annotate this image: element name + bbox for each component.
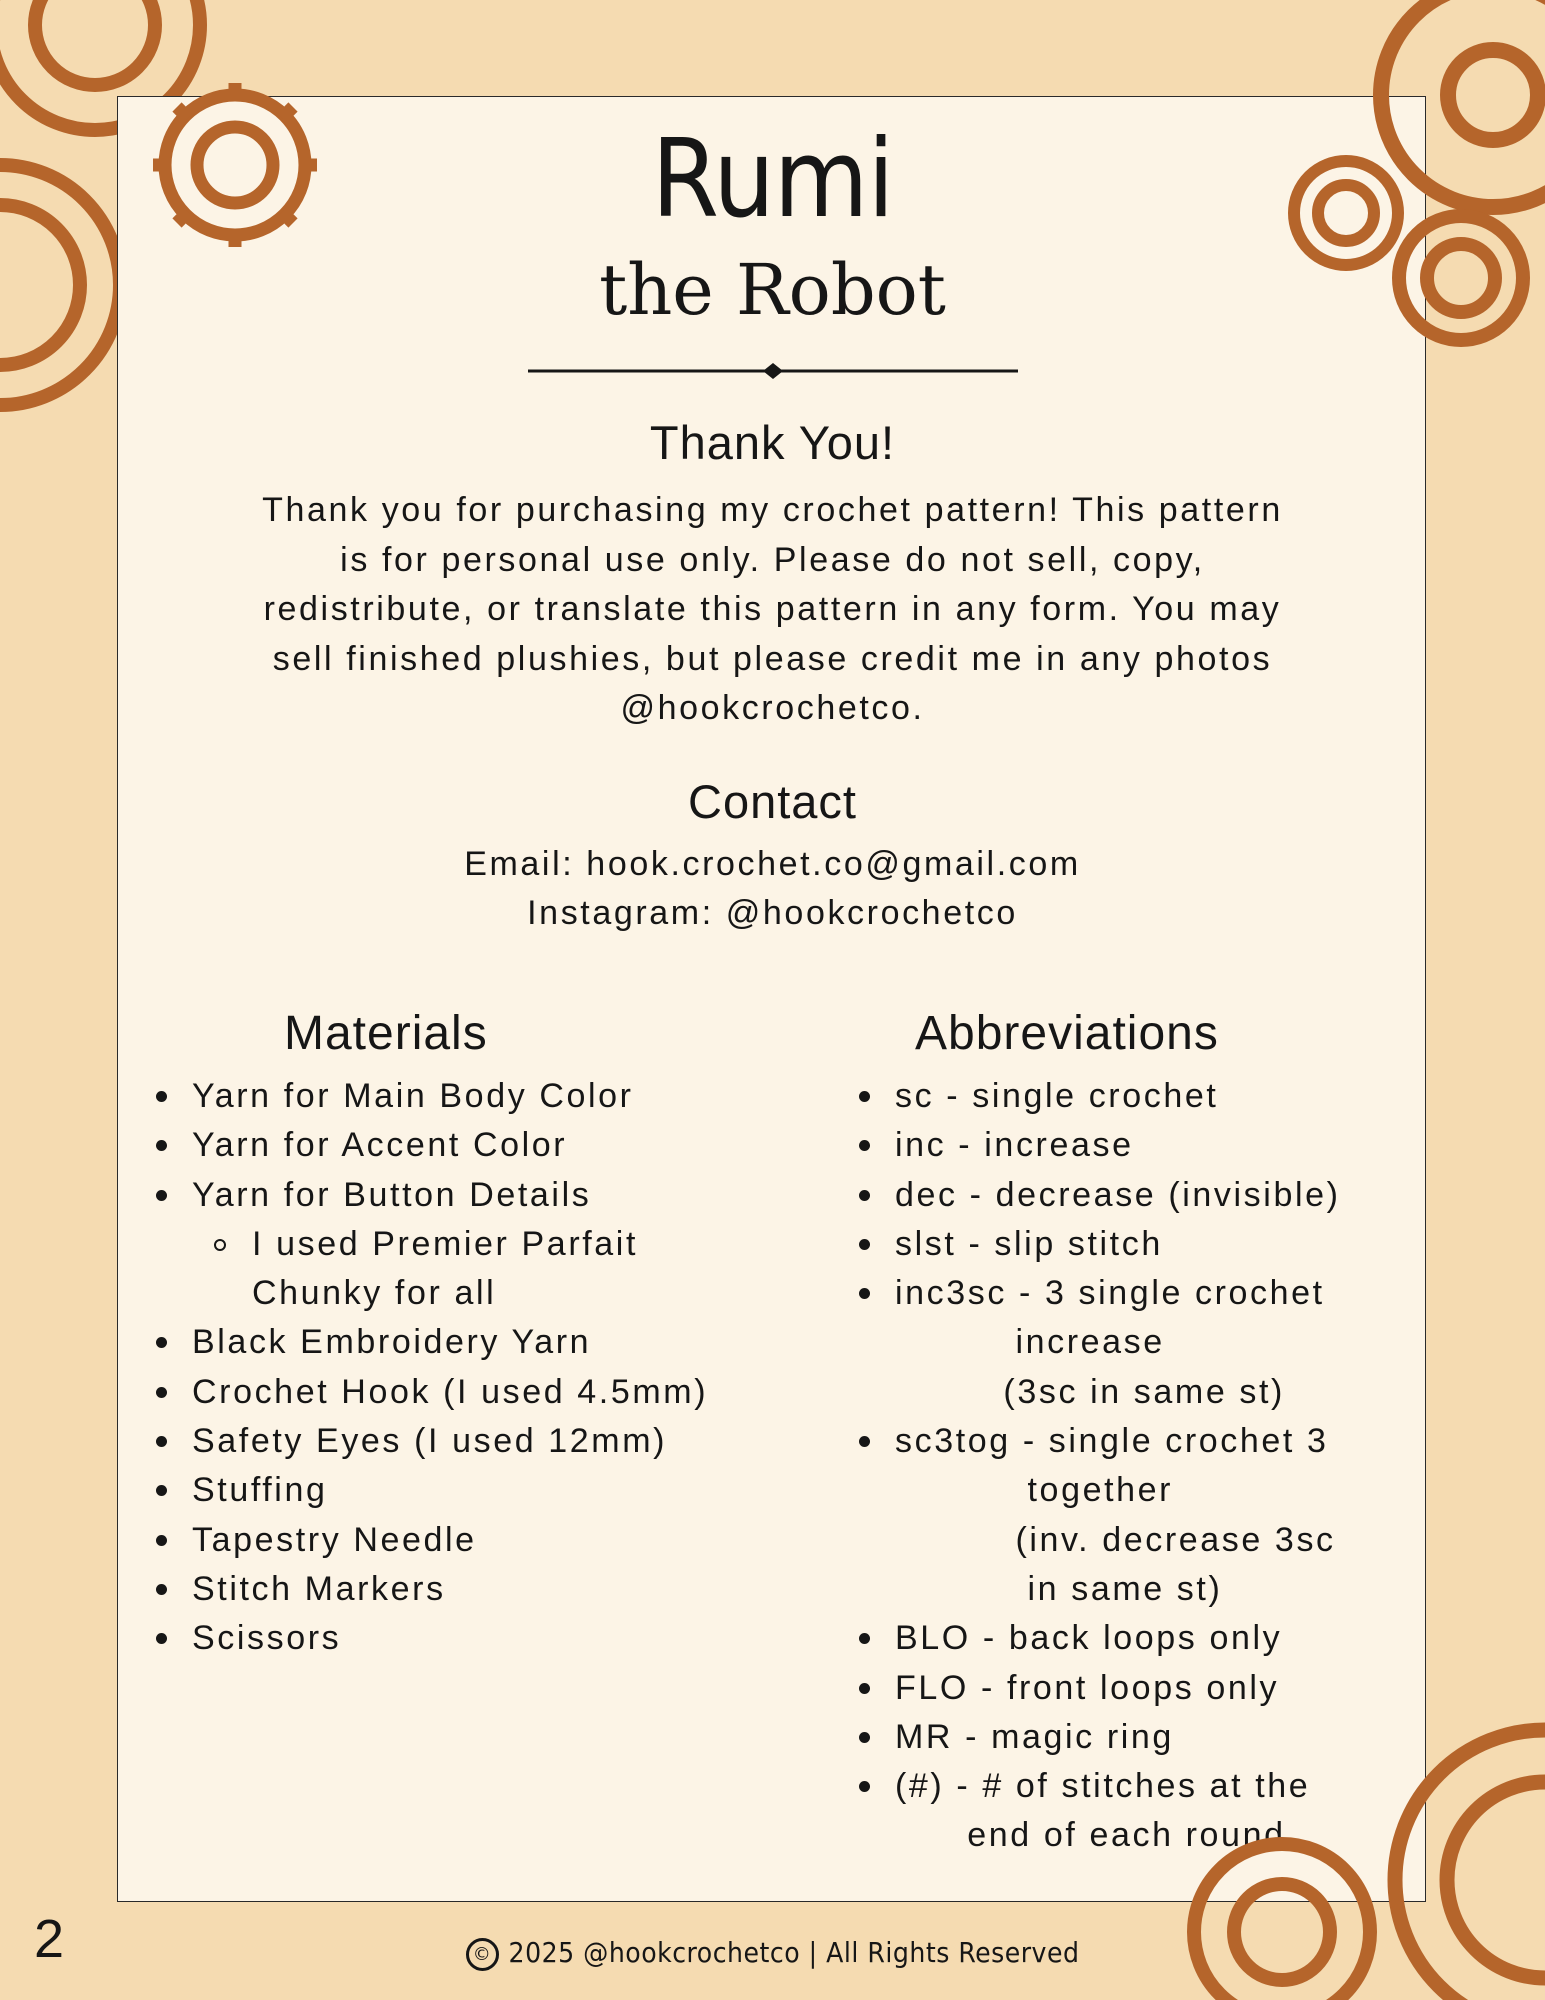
list-item: sc3tog - single crochet 3 together (inv. decrease 3sc in same st)	[855, 1417, 1425, 1614]
materials-list	[152, 1072, 792, 1664]
list-item: Yarn for Button Details	[152, 1171, 792, 1220]
list-item: Black Embroidery Yarn	[152, 1318, 792, 1367]
thank-you-line: sell finished plushies, but please credit me in any photos	[272, 639, 1273, 678]
title-subtitle: the Robot	[599, 249, 946, 331]
list-item: Stuffing	[152, 1466, 792, 1515]
gear-icon	[0, 165, 120, 405]
list-item: Yarn for Main Body Color	[152, 1072, 792, 1121]
list-item: BLO - back loops only	[855, 1614, 1425, 1663]
contact-email[interactable]: Email: hook.crochet.co@gmail.com	[464, 845, 1081, 883]
list-item: (#) - # of stitches at the end of each round	[855, 1762, 1425, 1861]
list-item: Safety Eyes (I used 12mm)	[152, 1417, 792, 1466]
list-item: inc3sc - 3 single crochet increase (3sc in same st)	[855, 1269, 1425, 1417]
thank-you-paragraph	[158, 486, 1387, 734]
contact-instagram[interactable]: Instagram: @hookcrochetco	[527, 894, 1018, 932]
list-item: dec - decrease (invisible)	[855, 1171, 1425, 1220]
footer-text: 2025 @hookcrochetco | All Rights Reserved	[508, 1936, 1080, 1969]
list-item: sc - single crochet	[855, 1072, 1425, 1121]
thank-you-heading: Thank You!	[649, 416, 896, 469]
list-item: Yarn for Accent Color	[152, 1121, 792, 1170]
list-item: Stitch Markers	[152, 1565, 792, 1614]
materials-heading: Materials	[284, 1007, 488, 1060]
title-name: Rumi	[651, 117, 894, 242]
list-sub-item: I used Premier Parfait Chunky for all	[152, 1220, 792, 1319]
list-item: FLO - front loops only	[855, 1664, 1425, 1713]
content-card	[117, 96, 1426, 1902]
page-number: 2	[34, 1909, 65, 1969]
copyright-icon: ©	[466, 1938, 499, 1971]
title-divider	[528, 363, 1018, 379]
thank-you-line: redistribute, or translate this pattern in any form. You may	[263, 590, 1282, 628]
list-item: Crochet Hook (I used 4.5mm)	[152, 1368, 792, 1417]
footer-copyright	[0, 1934, 1545, 1972]
thank-you-line: Thank you for purchasing my crochet pattern! This pattern	[262, 491, 1283, 529]
list-item: MR - magic ring	[855, 1713, 1425, 1762]
list-item: inc - increase	[855, 1121, 1425, 1170]
list-item: Scissors	[152, 1614, 792, 1663]
abbreviations-heading: Abbreviations	[915, 1007, 1219, 1060]
list-item: Tapestry Needle	[152, 1516, 792, 1565]
thank-you-line: is for personal use only. Please do not sell, copy,	[340, 540, 1205, 579]
abbreviations-list	[855, 1072, 1425, 1861]
contact-heading: Contact	[688, 775, 857, 828]
thank-you-line: @hookcrochetco.	[620, 689, 925, 727]
list-item: slst - slip stitch	[855, 1220, 1425, 1269]
